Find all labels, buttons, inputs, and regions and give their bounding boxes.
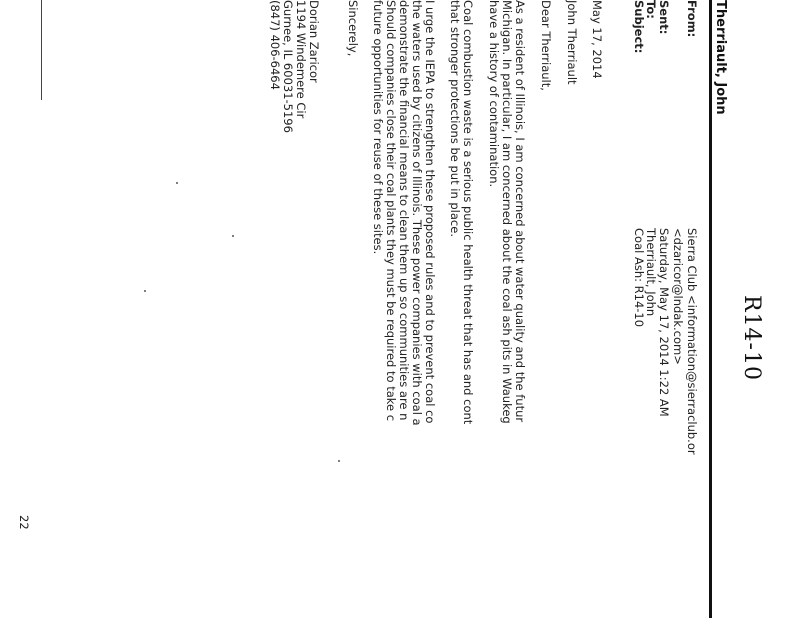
paragraph-1-line-3: have a history of contamination. (487, 0, 501, 188)
scan-speck (144, 290, 146, 292)
signature-city: Gurnee, IL 60031-5196 (281, 0, 295, 133)
to-value: Therriault, John (644, 228, 658, 317)
paragraph-2-line-1: Coal combustion waste is a serious public health threat that has and cont (461, 0, 475, 425)
subject-label: Subject: (632, 0, 646, 54)
paragraph-3-line-5: future opportunities for reuse of these sites. (371, 0, 385, 255)
letter-recipient: John Therriault (565, 0, 579, 85)
letter-closing: Sincerely, (346, 0, 360, 57)
signature-address: 1194 Windemere Cir (294, 0, 308, 119)
letter-date: May 17, 2014 (590, 0, 604, 79)
signature-name: Dorian Zaricor (307, 0, 321, 83)
from-label: From: (685, 0, 699, 38)
scan-speck (176, 182, 178, 184)
from-value: Sierra Club <information@sierraclub.or (685, 228, 699, 455)
sent-value: Saturday, May 17, 2014 1:22 AM (657, 228, 671, 417)
signature-phone: (847) 406-6464 (268, 0, 282, 90)
to-label: To: (644, 0, 658, 19)
paragraph-3-line-4: Should companies close their coal plants they must be required to take c (384, 0, 398, 422)
paragraph-1-line-2: Michigan. In particular, I am concerned about the coal ash pits in Waukeg (500, 0, 514, 424)
paragraph-3-line-1: I urge the IEPA to strengthen these proposed rules and to prevent coal co (423, 0, 437, 424)
from-value-email: <dzaricor@lndak.com> (671, 228, 685, 365)
document-id: R14-10 (739, 295, 764, 381)
sent-label: Sent: (657, 0, 671, 35)
paragraph-2-line-2: that stronger protections be put in place. (448, 0, 462, 237)
paragraph-3-line-3: demonstrate the financial means to clean them up so communities are n (397, 0, 411, 421)
scan-speck (338, 460, 340, 462)
scan-speck (232, 235, 234, 237)
header-name: Therriault, John (713, 0, 728, 115)
header-rule (709, 0, 712, 618)
paragraph-3-line-2: the waters used by citizens of Illinois. These power companies with coal a (410, 0, 424, 426)
page-number: 22 (17, 515, 31, 530)
letter-salutation: Dear Therriault, (539, 0, 553, 91)
paragraph-1-line-1: As a resident of Illinois, I am concerned about water quality and the futur (513, 0, 527, 423)
scan-edge-line (41, 0, 42, 100)
subject-value: Coal Ash: R14-10 (632, 228, 646, 328)
